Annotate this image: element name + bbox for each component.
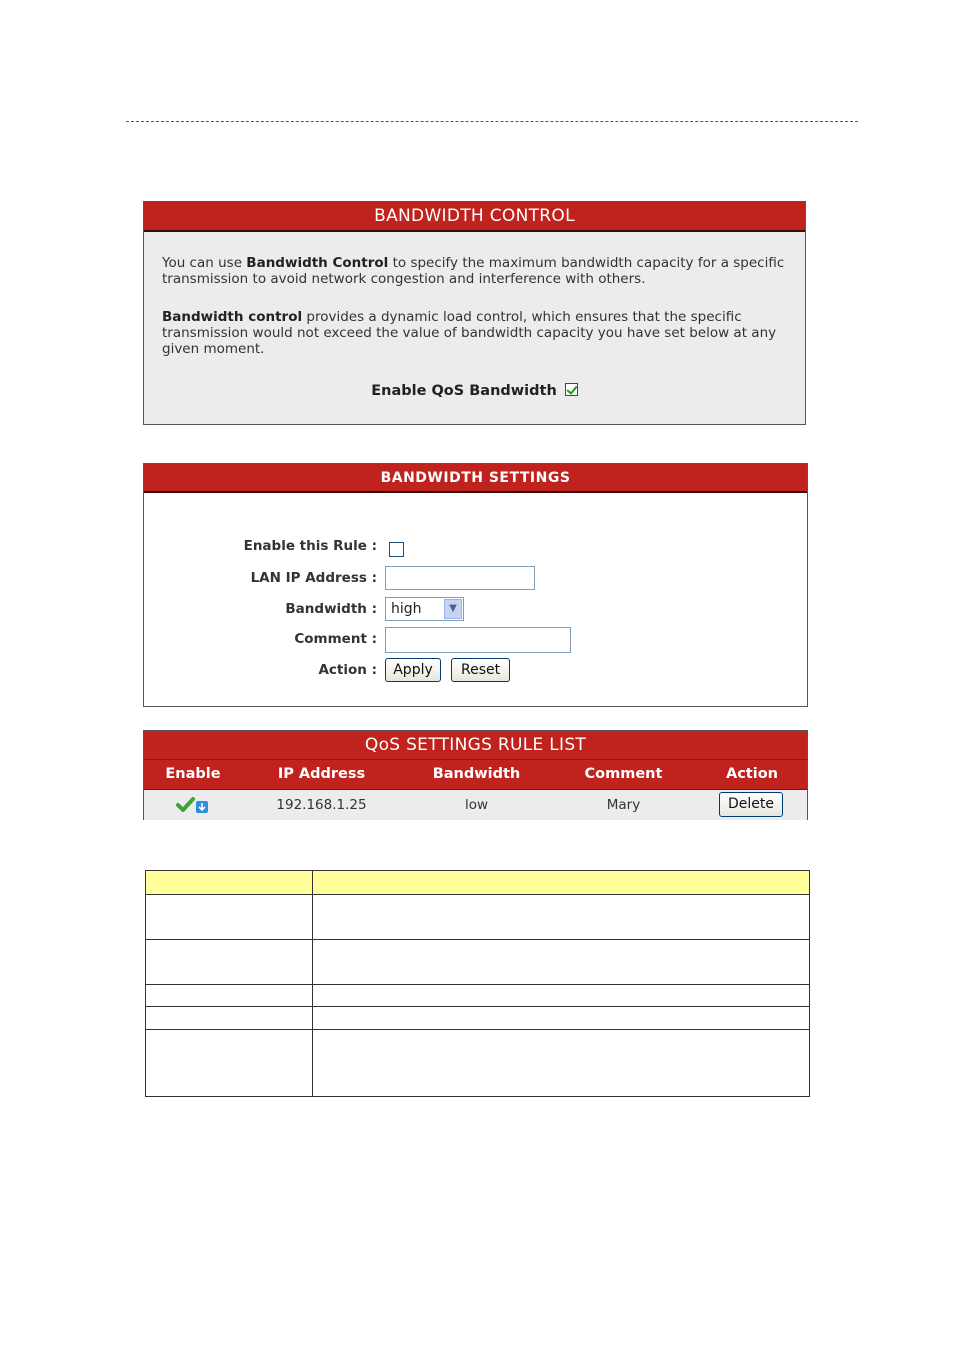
description-text: provides a dynamic load control, which ensures that the specific transmission would not exceed the value of bandwidth capacity you have set below at any given moment. bbox=[162, 309, 777, 357]
comment-label: Comment : bbox=[294, 631, 377, 647]
check-icon bbox=[176, 796, 212, 814]
table-cell bbox=[313, 985, 810, 1007]
panel-title: BANDWIDTH CONTROL bbox=[144, 202, 805, 232]
delete-button[interactable]: Delete bbox=[719, 792, 783, 817]
enable-qos-row bbox=[144, 383, 805, 399]
table-cell bbox=[313, 940, 810, 985]
panel-title: QoS SETTINGS RULE LIST bbox=[144, 731, 807, 760]
comment-input[interactable] bbox=[385, 627, 571, 653]
table-row bbox=[146, 940, 810, 985]
qos-rule-list-panel bbox=[143, 730, 808, 820]
table-cell bbox=[313, 1030, 810, 1097]
enable-qos-checkbox[interactable] bbox=[565, 383, 578, 396]
bandwidth-settings-panel bbox=[143, 463, 808, 707]
rule-bandwidth: low bbox=[464, 797, 489, 813]
description-bold: Bandwidth control bbox=[162, 309, 303, 325]
column-action: Action bbox=[725, 766, 778, 782]
reset-button[interactable]: Reset bbox=[451, 658, 510, 682]
intro-paragraph bbox=[162, 255, 787, 287]
enable-rule-row bbox=[144, 534, 809, 558]
intro-text-rest: to specify the maximum bandwidth capacity for a specific transmission to avoid network congestion and interference with others. bbox=[162, 255, 785, 287]
bandwidth-select[interactable] bbox=[385, 597, 464, 621]
table-cell bbox=[146, 895, 313, 940]
column-comment: Comment bbox=[584, 766, 663, 782]
enable-rule-checkbox[interactable] bbox=[389, 542, 404, 557]
intro-bold: Bandwidth Control bbox=[246, 255, 389, 271]
enable-qos-label: Enable QoS Bandwidth bbox=[371, 383, 557, 399]
bandwidth-control-panel bbox=[143, 201, 806, 425]
rule-comment: Mary bbox=[606, 797, 641, 813]
bandwidth-row bbox=[144, 597, 809, 621]
panel-title: BANDWIDTH SETTINGS bbox=[144, 464, 807, 493]
column-ip-address: IP Address bbox=[277, 766, 366, 782]
lan-ip-input[interactable] bbox=[385, 566, 535, 590]
rule-ip: 192.168.1.25 bbox=[276, 797, 367, 813]
table-cell bbox=[146, 871, 313, 895]
page-divider bbox=[126, 121, 858, 122]
action-row bbox=[144, 658, 809, 682]
description-paragraph bbox=[162, 309, 787, 357]
table-cell bbox=[313, 895, 810, 940]
rule-status bbox=[174, 796, 214, 814]
lan-ip-row bbox=[144, 566, 809, 590]
description-table bbox=[145, 870, 810, 1097]
bandwidth-label: Bandwidth : bbox=[285, 601, 377, 617]
table-cell bbox=[146, 985, 313, 1007]
table-cell bbox=[313, 871, 810, 895]
lan-ip-label: LAN IP Address : bbox=[250, 570, 377, 586]
table-row bbox=[146, 1030, 810, 1097]
table-cell bbox=[146, 1007, 313, 1030]
comment-row bbox=[144, 627, 809, 651]
bandwidth-selected-value: high bbox=[391, 601, 422, 617]
table-row bbox=[146, 895, 810, 940]
apply-button[interactable]: Apply bbox=[385, 658, 441, 682]
table-cell bbox=[146, 940, 313, 985]
table-cell bbox=[313, 1007, 810, 1030]
column-bandwidth: Bandwidth bbox=[432, 766, 521, 782]
table-row bbox=[144, 790, 807, 820]
table-row bbox=[146, 1007, 810, 1030]
column-enable: Enable bbox=[165, 766, 221, 782]
enable-rule-label: Enable this Rule : bbox=[243, 538, 377, 554]
table-cell bbox=[146, 1030, 313, 1097]
action-label: Action : bbox=[318, 662, 377, 678]
table-row bbox=[146, 985, 810, 1007]
rule-list-header bbox=[144, 760, 807, 790]
chevron-down-icon[interactable]: ▼ bbox=[444, 599, 462, 619]
intro-text: You can use bbox=[162, 255, 247, 271]
table-header-row bbox=[146, 871, 810, 895]
